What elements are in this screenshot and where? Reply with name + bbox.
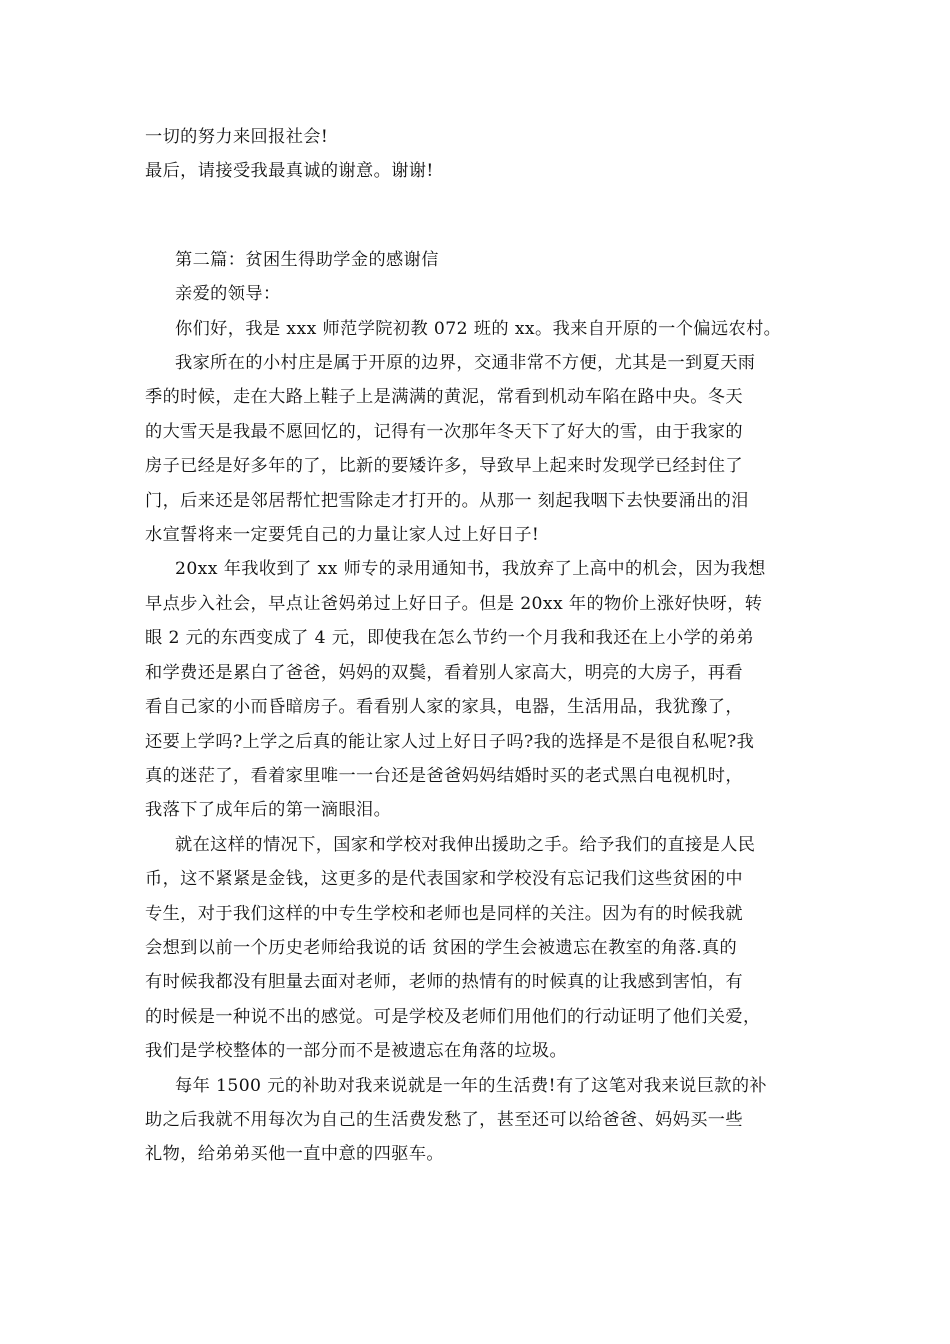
text-line: 我落下了成年后的第一滴眼泪。 <box>145 800 392 821</box>
text-line: 早点步入社会，早点让爸妈弟过上好日子。但是 20xx 年的物价上涨好快呀，转 <box>145 593 763 614</box>
text-line: 眼 2 元的东西变成了 4 元，即使我在怎么节约一个月我和我还在上小学的弟弟 <box>145 628 754 649</box>
text-line: 的大雪天是我最不愿回忆的，记得有一次那年冬天下了好大的雪，由于我家的 <box>145 421 743 442</box>
text-line: 每年 1500 元的补助对我来说就是一年的生活费!有了这笔对我来说巨款的补 <box>175 1075 768 1096</box>
text-line: 和学费还是累白了爸爸，妈妈的双鬓，看着别人家高大，明亮的大房子，再看 <box>145 662 743 683</box>
text-line: 就在这样的情况下，国家和学校对我伸出援助之手。给予我们的直接是人民 <box>175 834 756 855</box>
text-line: 看自己家的小而昏暗房子。看看别人家的家具，电器，生活用品，我犹豫了， <box>145 697 743 718</box>
document-body <box>145 120 805 1172</box>
text-line: 季的时候，走在大路上鞋子上是满满的黄泥，常看到机动车陷在路中央。冬天 <box>145 387 743 408</box>
text-line: 专生，对于我们这样的中专生学校和老师也是同样的关注。因为有的时候我就 <box>145 903 743 924</box>
text-line: 水宣誓将来一定要凭自己的力量让家人过上好日子! <box>145 525 540 546</box>
text-line: 真的迷茫了，看着家里唯一一台还是爸爸妈妈结婚时买的老式黑白电视机时， <box>145 765 743 786</box>
text-line: 币，这不紧紧是金钱，这更多的是代表国家和学校没有忘记我们这些贫困的中 <box>145 869 743 890</box>
text-line: 有时候我都没有胆量去面对老师，老师的热情有的时候真的让我感到害怕，有 <box>145 972 743 993</box>
text-line: 房子已经是好多年的了，比新的要矮许多，导致早上起来时发现学已经封住了 <box>145 456 743 477</box>
text-line: 最后，请接受我最真诚的谢意。谢谢! <box>145 161 434 182</box>
text-line: 助之后我就不用每次为自己的生活费发愁了，甚至还可以给爸爸、妈妈买一些 <box>145 1109 743 1130</box>
text-line: 的时候是一种说不出的感觉。可是学校及老师们用他们的行动证明了他们关爱， <box>145 1006 761 1027</box>
text-line: 我们是学校整体的一部分而不是被遗忘在角落的垃圾。 <box>145 1041 568 1062</box>
text-line: 门，后来还是邻居帮忙把雪除走才打开的。从那一 刻起我咽下去快要涌出的泪 <box>145 490 749 511</box>
section-heading: 第二篇：贫困生得助学金的感谢信 <box>175 249 439 270</box>
text-line: 20xx 年我收到了 xx 师专的录用通知书，我放弃了上高中的机会，因为我想 <box>175 559 766 580</box>
text-line: 我家所在的小村庄是属于开原的边界，交通非常不方便，尤其是一到夏天雨 <box>175 353 756 374</box>
text-line: 会想到以前一个历史老师给我说的话 贫困的学生会被遗忘在教室的角落.真的 <box>145 937 738 958</box>
text-line: 礼物，给弟弟买他一直中意的四驱车。 <box>145 1144 444 1165</box>
text-line: 一切的努力来回报社会! <box>145 127 329 147</box>
paragraph-spacer <box>145 189 805 243</box>
salutation: 亲爱的领导： <box>175 284 281 305</box>
text-line: 你们好，我是 xxx 师范学院初教 072 班的 xx。我来自开原的一个偏远农村。 <box>175 318 782 339</box>
text-line: 还要上学吗?上学之后真的能让家人过上好日子吗?我的选择是不是很自私呢?我 <box>145 731 755 752</box>
